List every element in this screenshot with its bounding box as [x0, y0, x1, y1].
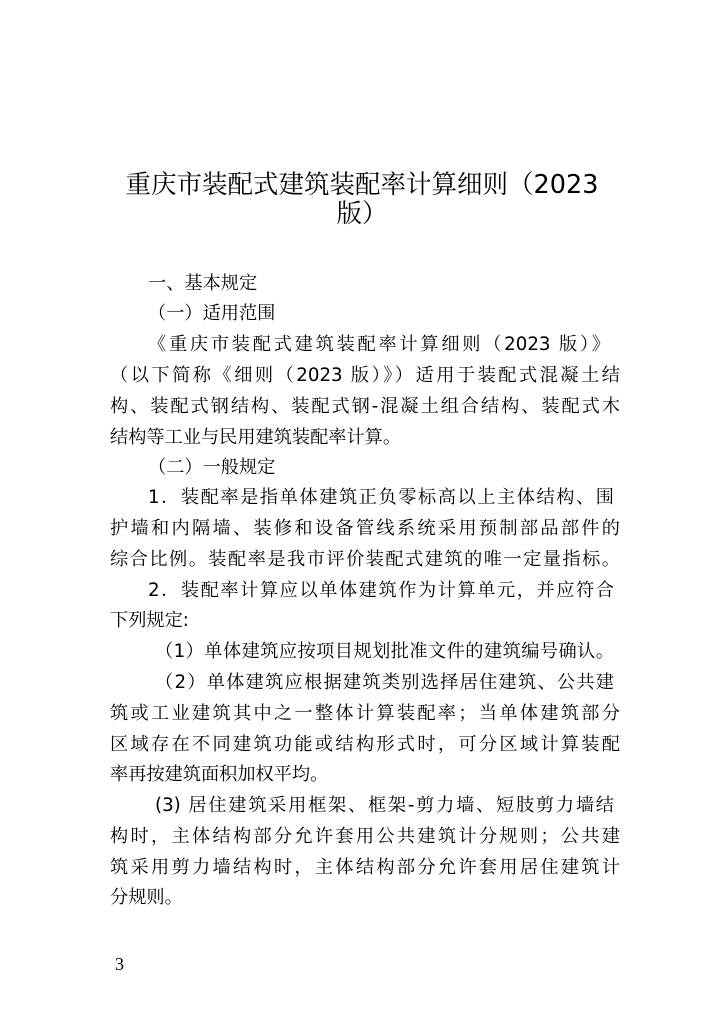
- item-2-3-line-4: 分规则。: [110, 887, 183, 908]
- item-2-2-line-4: 率再按建筑面积加权平均。: [110, 764, 329, 785]
- item-2-3-line-2: 构时，主体结构部分允许套用公共建筑计分规则；公共建: [110, 826, 620, 847]
- para-scope-line-4: 结构等工业与民用建筑装配率计算。: [110, 427, 402, 448]
- item-2-1-line-1: （1）单体建筑应按项目规划批准文件的建筑编号确认。: [155, 641, 614, 662]
- item-1-line-1: 1．装配率是指单体建筑正负零标高以上主体结构、围: [148, 487, 614, 508]
- para-scope-line-2: （以下简称《细则（2023 版）》）适用于装配式混凝土结: [110, 365, 620, 386]
- item-1-line-2: 护墙和内隔墙、装修和设备管线系统采用预制部品部件的: [110, 518, 620, 539]
- item-2-line-2: 下列规定:: [110, 610, 189, 631]
- subsection-heading-2: （二）一般规定: [148, 457, 276, 478]
- para-scope-line-3: 构、装配式钢结构、装配式钢-混凝土组合结构、装配式木: [110, 396, 620, 417]
- item-2-2-line-2: 筑或工业建筑其中之一整体计算装配率；当单体建筑部分: [110, 703, 620, 724]
- item-2-3-line-3: 筑采用剪力墙结构时，主体结构部分允许套用居住建筑计: [110, 857, 620, 878]
- section-heading-1: 一、基本规定: [148, 273, 258, 294]
- item-2-line-1: 2．装配率计算应以单体建筑作为计算单元，并应符合: [148, 580, 614, 601]
- item-2-2-line-3: 区域存在不同建筑功能或结构形式时，可分区域计算装配: [110, 734, 620, 755]
- para-scope-line-1: 《重庆市装配式建筑装配率计算细则（2023 版）》: [148, 334, 610, 355]
- subsection-heading-1: （一）适用范围: [148, 303, 276, 324]
- document-title-line-2: 版）: [336, 199, 388, 229]
- item-2-3-line-1: (3) 居住建筑采用框架、框架-剪力墙、短肢剪力墙结: [155, 795, 614, 816]
- document-title-line-1: 重庆市装配式建筑装配率计算细则（2023: [125, 170, 599, 200]
- page-number: 3: [115, 954, 124, 974]
- item-2-2-line-1: （2）单体建筑应根据建筑类别选择居住建筑、公共建: [155, 672, 614, 693]
- item-1-line-3: 综合比例。装配率是我市评价装配式建筑的唯一定量指标。: [110, 549, 620, 570]
